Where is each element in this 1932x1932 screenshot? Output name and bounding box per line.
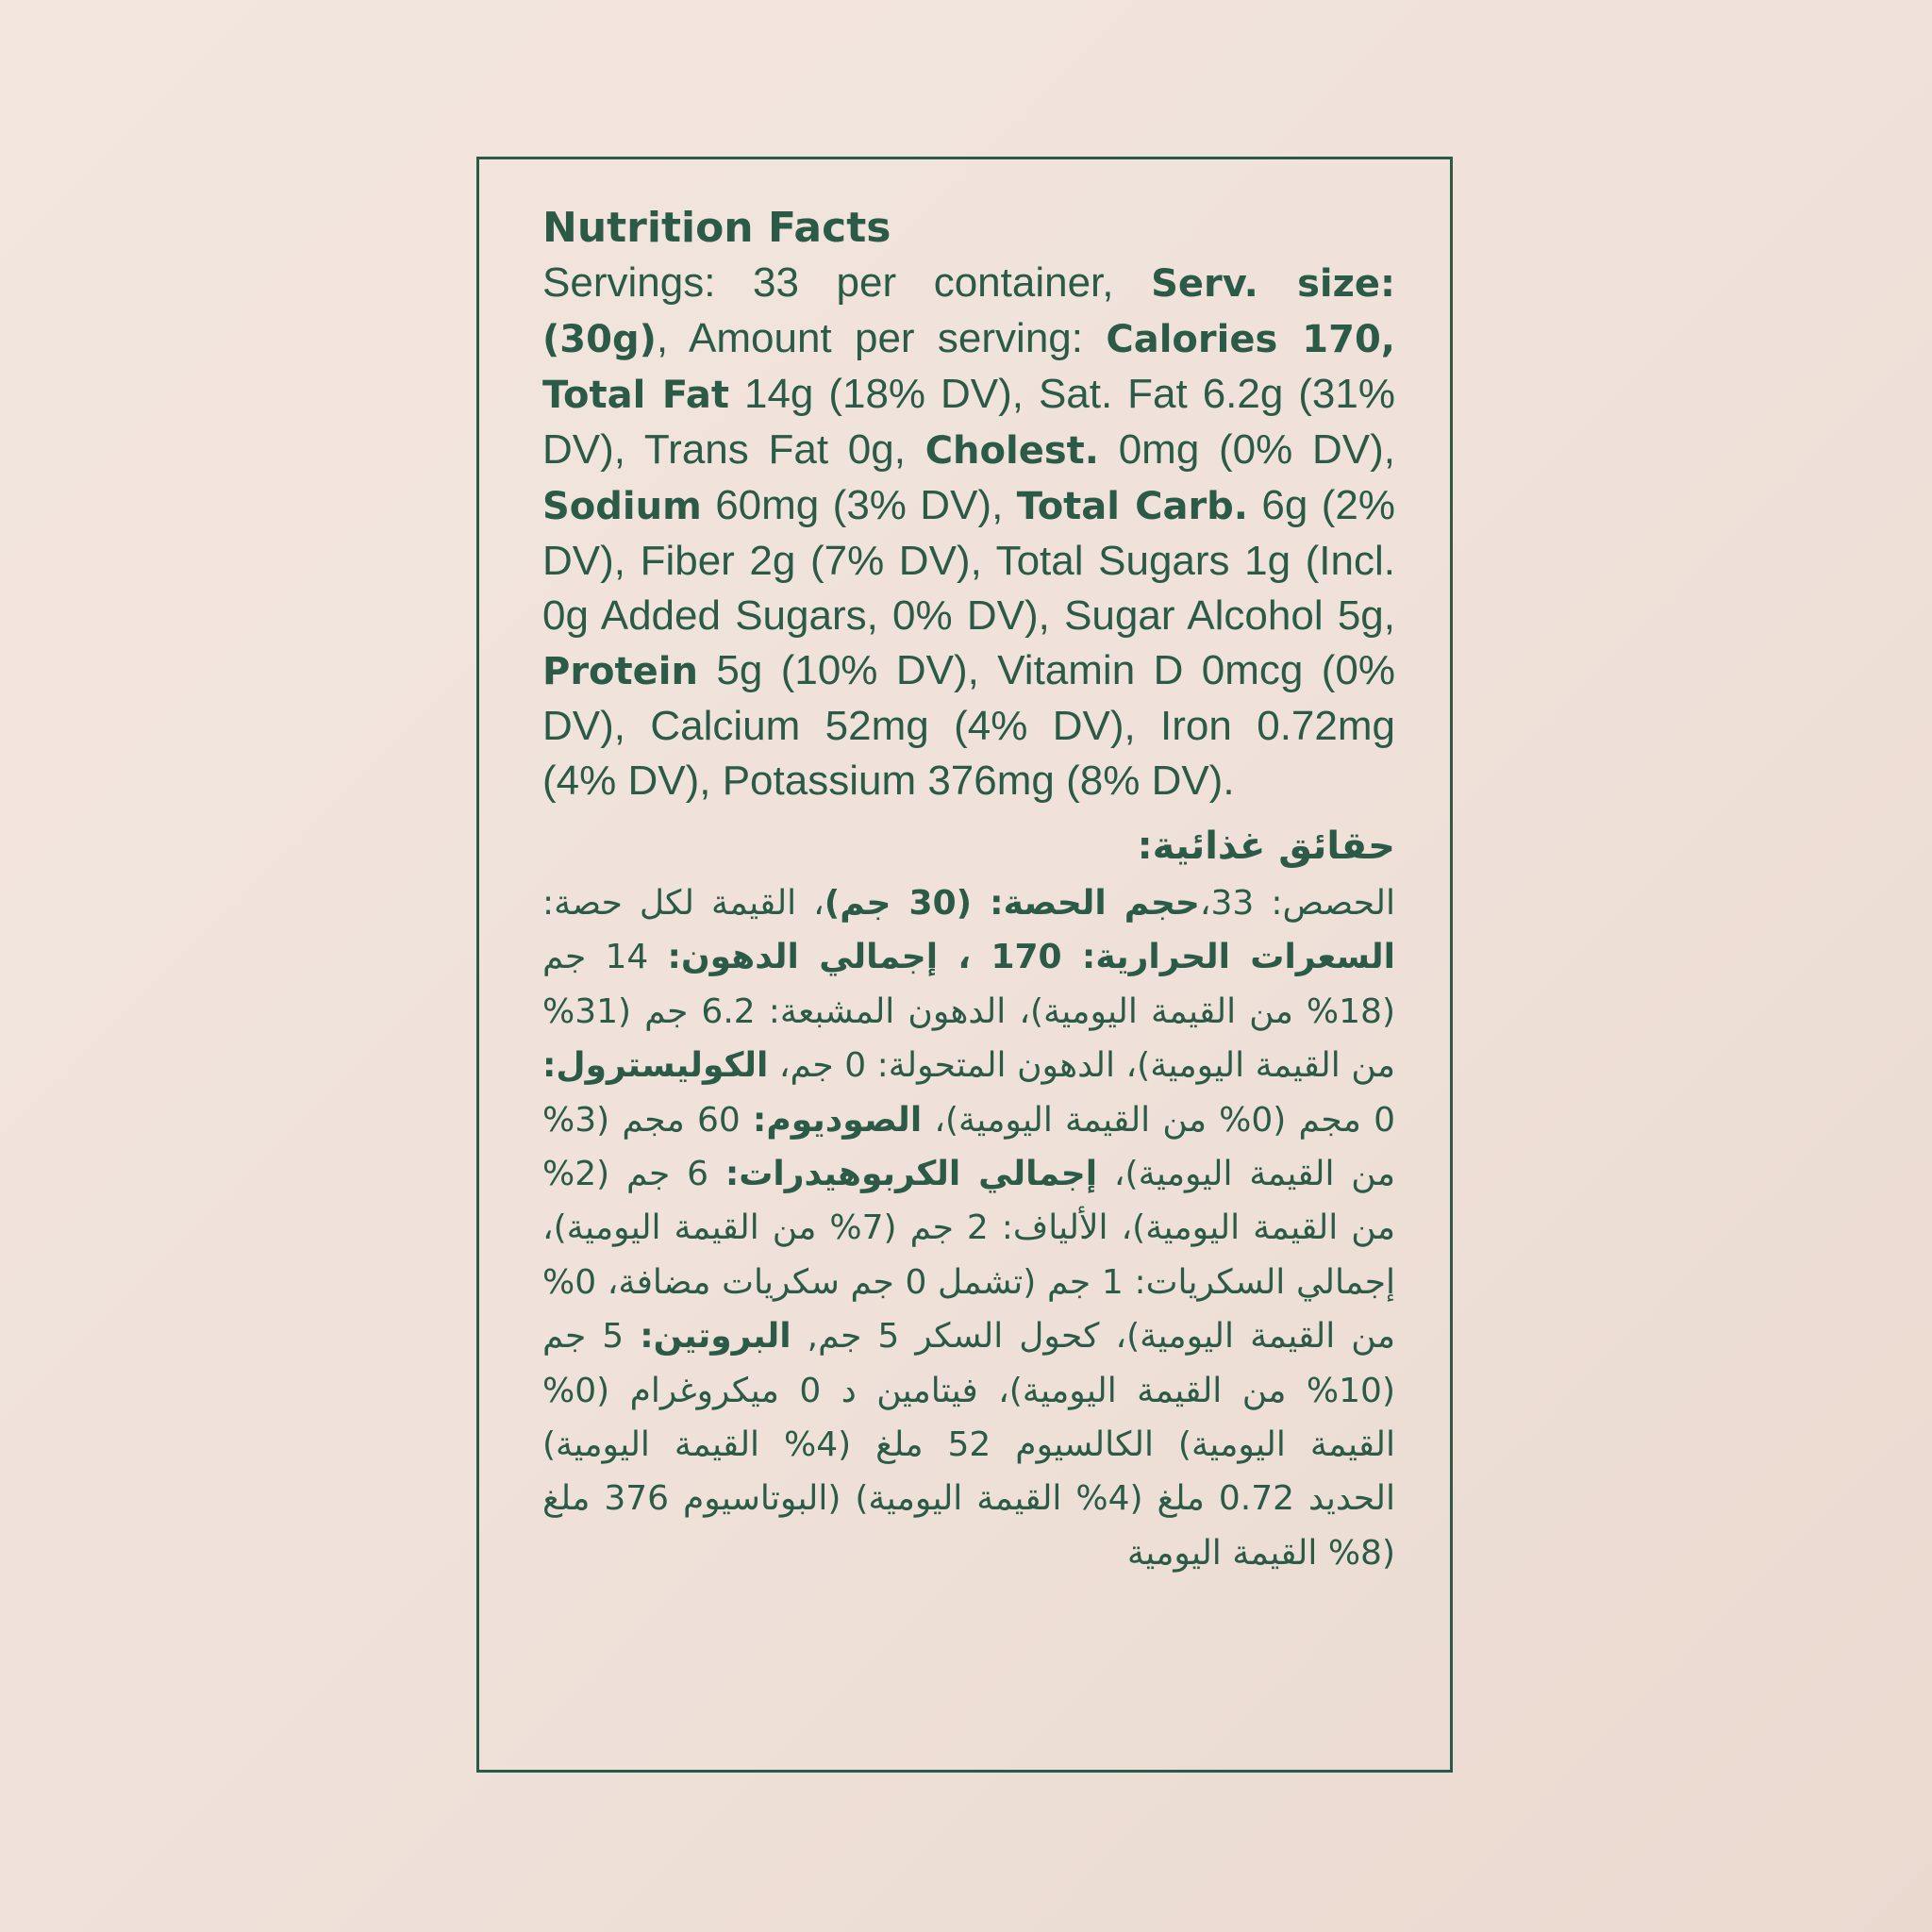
ar-sodium-label: الصوديوم: [752,1100,923,1140]
ar-carb-values-text: 6 جم (2% من القيمة اليومية)، الألياف: 2 جم (7% من القيمة اليومية)، إجمالي السكريات: 1 جم (تشمل 0 جم سكريات مضافة، 0% من القيمة اليومية)، كحول السكر 5 جم, [542,1155,1395,1357]
total-carb-label: Total Carb. [1016,485,1249,528]
ar-cholesterol-value-text: 0 مجم (0% من القيمة اليومية)، [922,1100,1395,1140]
fat-values-text: 14g (18% DV), Sat. Fat 6.2g (31% DV), Trans Fat 0g, [542,371,1395,473]
ar-protein-label: البروتين: [640,1317,791,1357]
ar-cholesterol-label: الكوليسترول: [542,1046,769,1086]
cholesterol-value-text: 0mg (0% DV), [1098,426,1396,473]
nutrition-label-panel [476,157,1453,1773]
calories-total-fat-label: Calories 170, Total Fat [542,318,1395,417]
ar-sodium-value-text: 60 مجم (3% من القيمة اليومية)، [542,1100,1395,1194]
cholesterol-label: Cholest. [924,429,1099,473]
ar-fat-values-text: 14 جم (18% من القيمة اليومية)، الدهون المشبعة: 6.2 جم (31% من القيمة اليومية)، الدهون المتحولة: 0 جم، [542,938,1396,1086]
arabic-nutrition-text [542,876,1395,1580]
sodium-value-text: 60mg (3% DV), [701,482,1017,528]
label-content [542,201,1395,1580]
ar-protein-minerals-text: 5 جم (10% من القيمة اليومية)، فيتامين د 0 ميكروغرام (0% القيمة اليومية) الكالسيوم 52 ملغ (4% القيمة اليومية) الحديد 0.72 ملغ (4% القيمة اليومية) (البوتاسيوم 376 ملغ (8% القيمة اليومية [542,1317,1395,1573]
ar-calories-total-fat-label: السعرات الحرارية: 170 ، إجمالي الدهون: [667,938,1396,977]
ar-amount-per-serving-text: ، القيمة لكل حصة: [542,884,824,923]
sodium-label: Sodium [542,485,702,528]
ar-total-carb-label: إجمالي الكربوهيدرات: [724,1155,1098,1194]
servings-text: Servings: 33 per container, [542,259,1152,306]
english-title: Nutrition Facts [542,204,891,252]
ar-servings-text: الحصص: 33، [1199,884,1395,923]
serving-size-label: Serv. size: (30g) [542,262,1395,361]
protein-minerals-text: 5g (10% DV), Vitamin D 0mcg (0% DV), Calcium 52mg (4% DV), Iron 0.72mg (4% DV), Potassium 376mg (8% DV). [542,647,1395,804]
carb-values-text: 6g (2% DV), Fiber 2g (7% DV), Total Sugars 1g (Incl. 0g Added Sugars, 0% DV), Sugar Alcohol 5g, [542,482,1396,639]
arabic-title: حقائق غذائية: [1137,824,1395,868]
protein-label: Protein [542,650,698,693]
ar-serving-size-label: حجم الحصة: (30 جم) [824,884,1200,923]
amount-per-serving-text: , Amount per serving: [656,315,1107,361]
english-nutrition-text [542,256,1395,808]
